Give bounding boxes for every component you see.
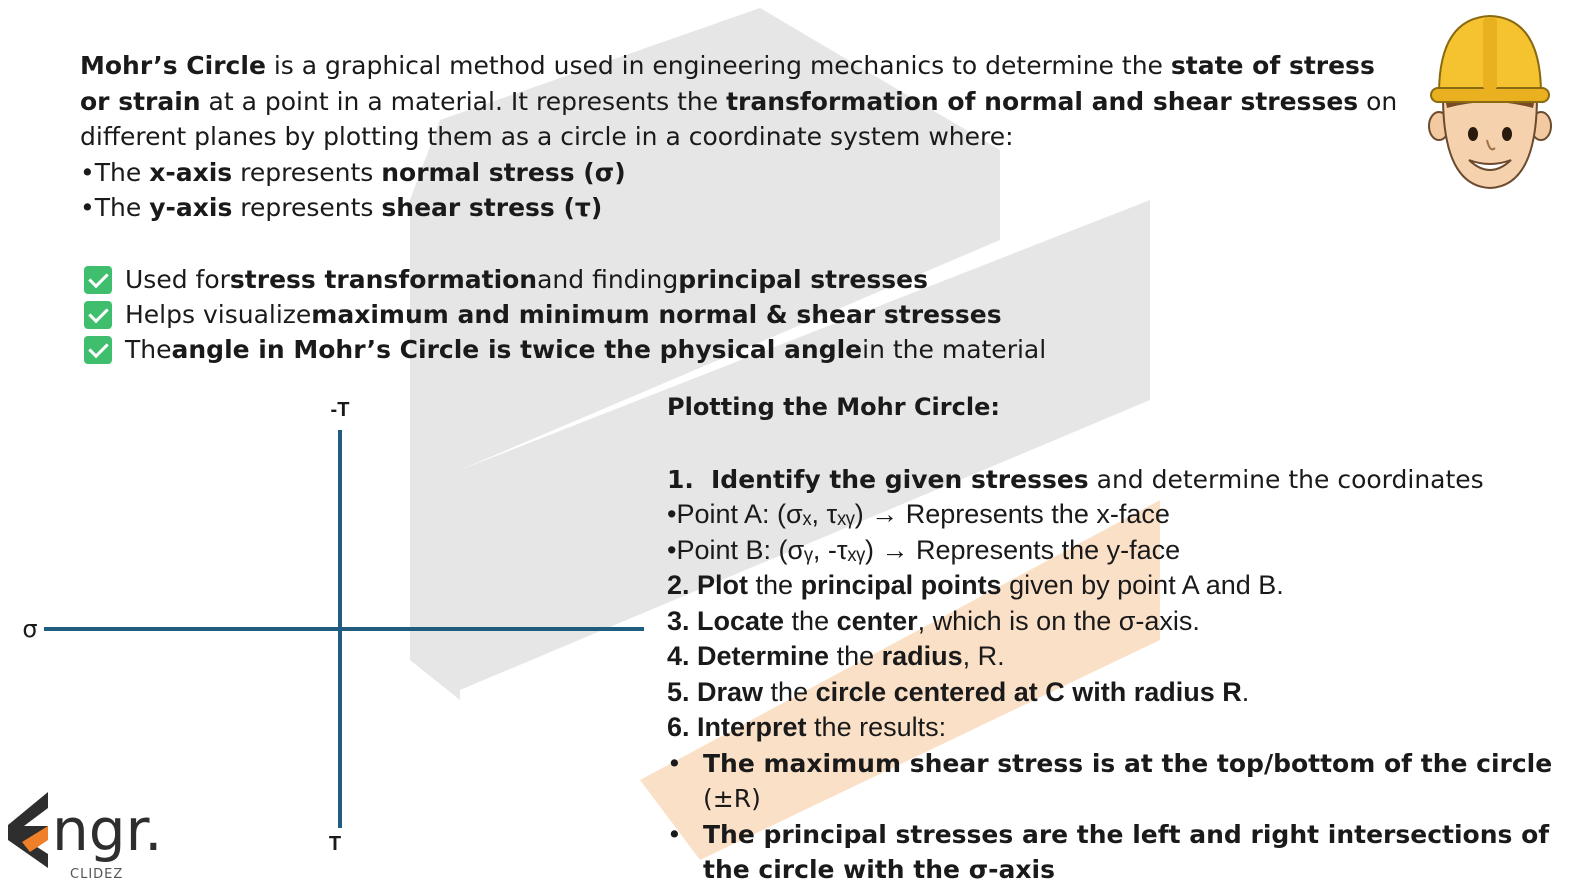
result-bullet-principal xyxy=(667,817,1572,888)
steps-heading: Plotting the Mohr Circle: xyxy=(667,393,1000,421)
step-segment: 4. Determine xyxy=(667,641,830,671)
check-segment: stress transformation xyxy=(229,265,538,294)
checkmark-icon xyxy=(84,301,112,329)
check-segment: and finding xyxy=(537,265,679,294)
check-segment: principal stresses xyxy=(678,265,928,294)
result-segment: The maximum shear stress is at the top/bottom of the circle xyxy=(703,748,1553,778)
step-segment: 5. Draw xyxy=(667,676,764,707)
step-segment: 3. Locate xyxy=(667,605,785,636)
axis-label-top: -T xyxy=(330,399,350,421)
step-segment: , R. xyxy=(962,641,1005,671)
step-1-rest: and determine the coordinates xyxy=(1088,464,1484,494)
check-segment: angle in Mohr’s Circle is twice the physical angle xyxy=(171,335,863,364)
bullet-segment: •The xyxy=(80,193,150,222)
bullet-segment: x-axis xyxy=(149,157,233,187)
plotting-steps xyxy=(667,390,1572,888)
check-segment: Used for xyxy=(125,265,230,294)
axis-bullet-x xyxy=(80,155,1400,191)
step-segment: , which is on the σ-axis. xyxy=(917,605,1200,636)
intro-segment: transformation of normal and shear stresses xyxy=(726,86,1359,116)
bullet-dot: • xyxy=(667,748,682,778)
checkmark-icon xyxy=(84,336,112,364)
step-6 xyxy=(667,710,1572,746)
step-segment: circle centered at C with radius R xyxy=(815,676,1242,707)
bullet-segment: normal stress (σ) xyxy=(381,157,626,187)
step-segment: 2. Plot xyxy=(667,570,749,600)
step-segment: the xyxy=(784,605,837,636)
axis-bullet-y xyxy=(80,190,1400,226)
logo-tagline: CLIDEZ xyxy=(70,867,124,882)
step-2 xyxy=(667,568,1572,604)
intro-segment: state of stress or strain xyxy=(80,51,1375,116)
step-segment: the xyxy=(829,641,882,671)
step-segment: principal points xyxy=(800,570,1002,600)
checkmark-icon xyxy=(84,266,112,294)
point-b-line: •Point B: (σᵧ, -τₓᵧ) → Represents the y-face xyxy=(667,534,1181,565)
check-segment: in the material xyxy=(862,335,1047,364)
intro-segment: is a graphical method used in engineering mechanics to determine the xyxy=(265,51,1171,80)
point-a-line: •Point A: (σₓ, τₓᵧ) → Represents the x-face xyxy=(667,499,1170,529)
step-5 xyxy=(667,675,1572,711)
intro-segment: on different planes by plotting them as a circle in a coordinate system where: xyxy=(80,86,1398,151)
bullet-segment: •The xyxy=(80,157,150,187)
checklist-item xyxy=(84,297,1046,332)
step-segment: the xyxy=(748,570,801,600)
axis-label-bottom: T xyxy=(328,833,342,855)
step-3 xyxy=(667,604,1572,640)
bullet-segment: represents xyxy=(232,193,382,222)
mascot-eye-left xyxy=(1468,127,1478,141)
mascot-helmet-brim xyxy=(1431,88,1549,102)
checklist-item xyxy=(84,262,1046,297)
bullet-segment: represents xyxy=(232,157,382,187)
check-segment: The xyxy=(125,335,172,364)
engr-logo xyxy=(0,780,200,870)
step-1-bold: Identify the given stresses xyxy=(711,464,1089,494)
step-1 xyxy=(667,462,1572,498)
result-segment: The principal stresses are the left and right intersections of the circle with the σ-axis xyxy=(703,819,1550,884)
bullet-segment: shear stress (τ) xyxy=(381,193,603,222)
step-segment: center xyxy=(836,605,918,636)
feature-checklist xyxy=(84,262,1046,367)
step-1-number: 1. xyxy=(667,464,694,494)
result-bullet-max-shear xyxy=(667,746,1572,817)
mascot-helmet-ridge xyxy=(1483,18,1497,90)
logo-wordmark: ngr. xyxy=(52,796,163,864)
intro-paragraph xyxy=(80,48,1400,155)
step-segment: 6. Interpret xyxy=(667,712,807,742)
axis-label-left: σ xyxy=(22,615,38,643)
checklist-item xyxy=(84,332,1046,367)
step-segment: the results: xyxy=(806,712,947,742)
step-segment: . xyxy=(1241,676,1250,707)
step-4 xyxy=(667,639,1572,675)
intro-segment: at a point in a material. It represents the xyxy=(200,86,727,116)
bullet-dot: • xyxy=(667,819,682,849)
bullet-segment: y-axis xyxy=(149,193,233,222)
axis-bullet-list xyxy=(80,155,1400,226)
mascot-eye-right xyxy=(1502,127,1512,141)
engineer-mascot-icon xyxy=(1425,8,1555,193)
step-segment: the xyxy=(763,676,816,707)
check-segment: maximum and minimum normal & shear stresses xyxy=(311,300,1002,329)
check-segment: Helps visualize xyxy=(125,300,312,329)
intro-segment: Mohr’s Circle xyxy=(80,51,266,80)
result-segment: (±R) xyxy=(703,784,761,813)
step-segment: given by point A and B. xyxy=(1001,570,1284,600)
intro-section xyxy=(80,48,1400,226)
mascot-face xyxy=(1443,96,1537,188)
step-segment: radius xyxy=(881,641,963,671)
